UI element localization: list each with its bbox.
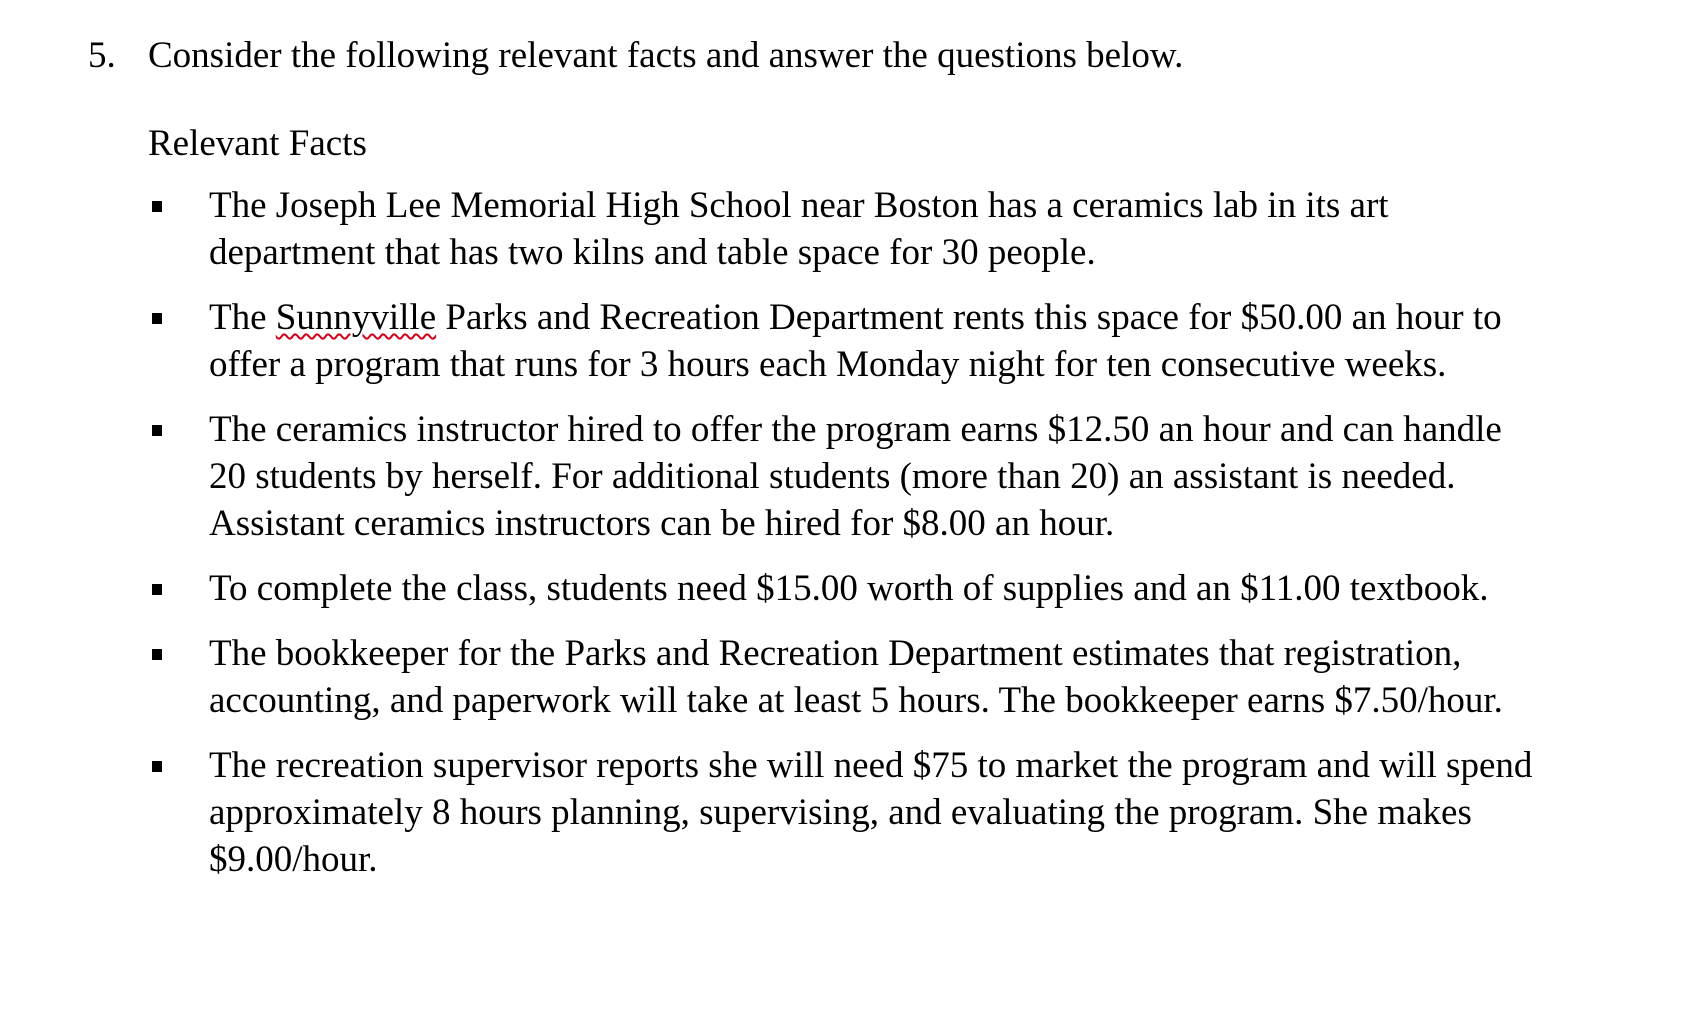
fact-text: To complete the class, students need $15.00 worth of supplies and an $11.00 textbook. — [209, 568, 1489, 609]
fact-item — [88, 294, 1678, 388]
spellcheck-flagged-word[interactable]: Sunnyville — [275, 297, 437, 338]
square-bullet-icon — [152, 201, 162, 212]
section-heading: Relevant Facts — [148, 123, 367, 164]
question-prompt: Consider the following relevant facts and answer the questions below. — [148, 35, 1184, 76]
square-bullet-icon — [152, 313, 162, 324]
fact-text: The Joseph Lee Memorial High School near Boston has a ceramics lab in its art department that has two kilns and table space for 30 people. — [209, 185, 1389, 273]
square-bullet-icon — [152, 425, 162, 436]
question-block — [88, 32, 1678, 901]
fact-item — [88, 565, 1678, 612]
fact-text — [209, 297, 1502, 385]
square-bullet-icon — [152, 761, 162, 772]
question-number: 5. — [88, 35, 116, 76]
fact-text-before: The — [209, 297, 276, 338]
fact-item — [88, 406, 1678, 547]
fact-text: The ceramics instructor hired to offer the program earns $12.50 an hour and can handle 20 students by herself. For additional students (more than 20) an assistant is needed. Assistant ceramics instructors can be hired for $8.00 an hour. — [209, 409, 1502, 544]
fact-item — [88, 630, 1678, 724]
fact-text-after: Parks and Recreation Department rents this space for $50.00 an hour to offer a program that runs for 3 hours each Monday night for ten consecutive weeks. — [209, 297, 1502, 385]
fact-item — [88, 182, 1678, 276]
question-prompt-line — [88, 32, 1678, 80]
facts-list — [88, 182, 1678, 883]
fact-item — [88, 742, 1678, 883]
fact-text: The recreation supervisor reports she will need $75 to market the program and will spend approximately 8 hours planning, supervising, and evaluating the program. She makes $9.00/hour. — [209, 745, 1533, 880]
square-bullet-icon — [152, 649, 162, 660]
square-bullet-icon — [152, 584, 162, 595]
fact-text: The bookkeeper for the Parks and Recreation Department estimates that registration, accounting, and paperwork will take at least 5 hours. The bookkeeper earns $7.50/hour. — [209, 633, 1503, 721]
